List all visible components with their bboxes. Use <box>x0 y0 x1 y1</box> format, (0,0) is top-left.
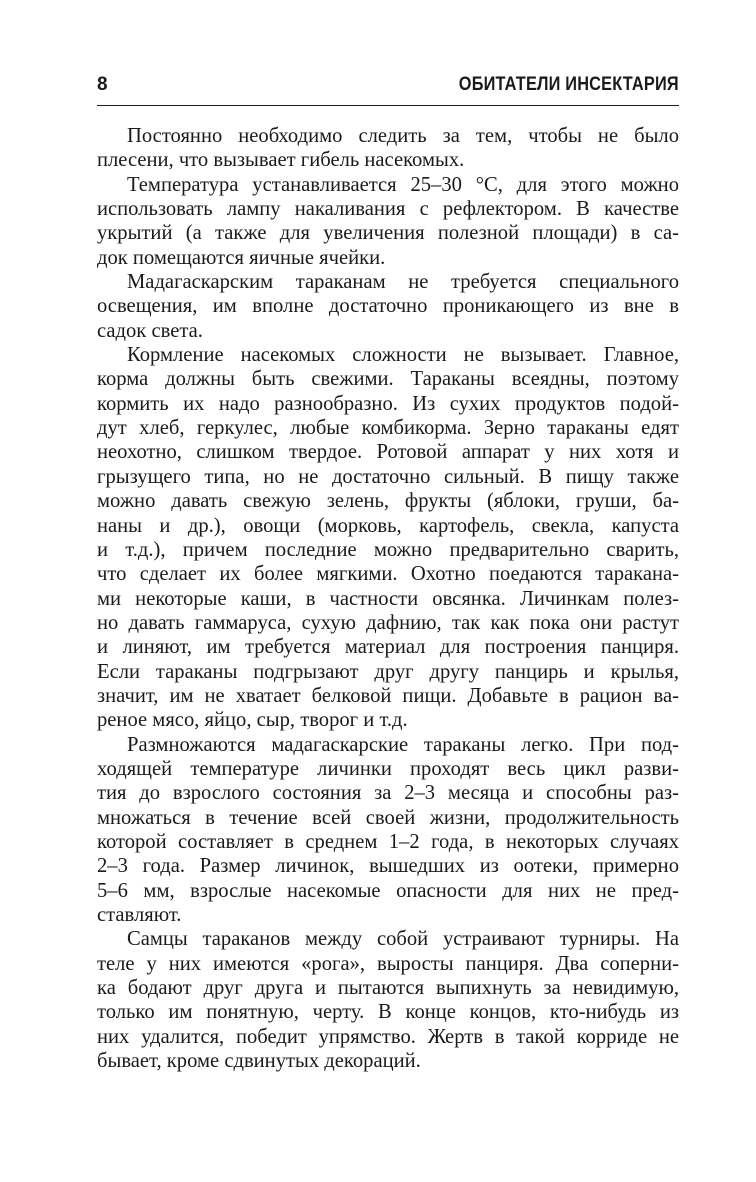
paragraph <box>97 270 679 343</box>
text-line: множаться в течение всей своей жизни, продолжительность <box>97 806 679 829</box>
text-line: что сделает их более мягкими. Охотно поедаются тараканa- <box>97 563 679 586</box>
header-rule <box>97 105 679 106</box>
text-line: тия до взрослого состояния за 2–3 месяца и способны раз- <box>97 782 679 805</box>
body-text <box>97 124 679 1073</box>
page-number: 8 <box>97 74 108 95</box>
paragraph <box>97 173 679 270</box>
text-line: укрытий (а также для увеличения полезной площади) в са- <box>97 222 679 245</box>
text-line: плесени, что вызывает гибель насекомых. <box>97 149 465 172</box>
text-line: ка бодают друг друга и пытаются выпихнуть за невидимую, <box>97 977 679 1000</box>
text-line: неохотно, слишком твердое. Ротовой аппарат у них хотя и <box>97 441 679 464</box>
text-line: кормить их надо разнообразно. Из сухих продуктов подой- <box>97 392 679 415</box>
paragraph <box>97 927 679 1073</box>
text-line: наны и др.), овощи (морковь, картофель, свекла, капуста <box>97 514 679 537</box>
text-line: ставляют. <box>97 904 182 926</box>
text-line: можно давать свежую зелень, фрукты (яблоки, груши, ба- <box>97 490 679 513</box>
paragraph <box>97 124 679 173</box>
text-line: только им понятную, черту. В конце концов, кто-нибудь из <box>97 1001 679 1024</box>
text-line: Самцы тараканов между собой устраивают турниры. На <box>127 928 679 951</box>
text-line: ходящей температуре личинки проходят весь цикл разви- <box>97 757 679 780</box>
text-line: ми некоторые каши, в частности овсянка. Личинкам полез- <box>97 587 679 610</box>
text-line: дут хлеб, геркулес, любые комбикорма. Зерно тараканы едят <box>97 417 679 440</box>
text-line: и т.д.), причем последние можно предварительно сварить, <box>97 538 679 561</box>
text-line: реное мясо, яйцо, сыр, творог и т.д. <box>97 709 408 732</box>
running-header <box>97 74 679 102</box>
text-line: но давать гаммаруса, сухую дафнию, так как пока они растут <box>97 611 679 634</box>
text-line: корма должны быть свежими. Тараканы всеядны, поэтому <box>97 368 679 391</box>
text-line: Постоянно необходимо следить за тем, чтобы не было <box>127 125 679 147</box>
text-line: Мадагаскарским тараканам не требуется специального <box>127 271 679 294</box>
text-line: использовать лампу накаливания с рефлектором. В качестве <box>97 198 679 221</box>
running-title: ОБИТАТЕЛИ ИНСЕКТАРИЯ <box>459 74 679 95</box>
paragraph <box>97 733 679 928</box>
text-line: Размножаются мадагаскарские тараканы легко. При под- <box>127 733 679 756</box>
text-line: и линяют, им требуется материал для построения панциря. <box>97 636 679 659</box>
paragraph <box>97 343 679 733</box>
text-line: док помещаются яичные ячейки. <box>97 246 386 269</box>
text-line: грызущего типа, но не достаточно сильный. В пищу также <box>97 465 679 488</box>
text-line: садок света. <box>97 319 203 342</box>
text-line: теле у них имеются «рога», выросты панциря. Два соперни- <box>97 952 679 975</box>
text-line: 2–3 года. Размер личинок, вышедших из оотеки, примерно <box>97 855 679 878</box>
text-line: значит, им не хватает белковой пищи. Добавьте в рацион ва- <box>97 684 679 707</box>
text-line: которой составляет в среднем 1–2 года, в некоторых случаях <box>97 830 679 853</box>
text-line: освещения, им вполне достаточно проникающего из вне в <box>97 295 679 318</box>
text-line: них удалится, победит упрямство. Жертв в такой корриде не <box>97 1025 679 1048</box>
text-line: Кормление насекомых сложности не вызывает. Главное, <box>127 344 679 367</box>
text-line: бывает, кроме сдвинутых декораций. <box>97 1050 421 1073</box>
text-line: 5–6 мм, взрослые насекомые опасности для них не пред- <box>97 879 679 902</box>
text-line: Если тараканы подгрызают друг другу панцирь и крылья, <box>97 660 679 683</box>
text-line: Температура устанавливается 25–30 °С, для этого можно <box>127 173 679 196</box>
